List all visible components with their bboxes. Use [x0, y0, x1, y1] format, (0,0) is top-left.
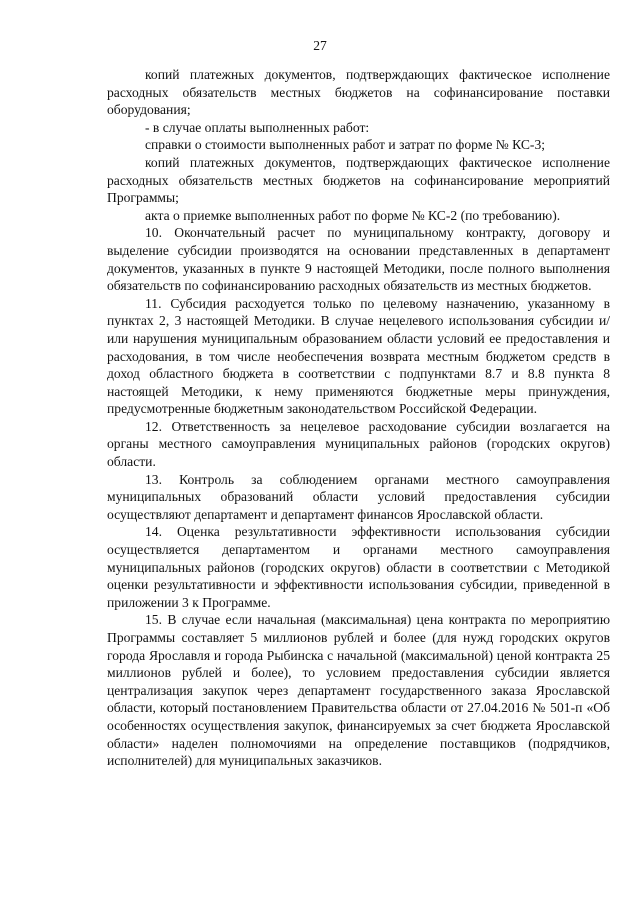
- document-body: [107, 66, 610, 770]
- paragraph-ks2-act: акта о приемке выполненных работ по форме № КС-2 (по требованию).: [145, 207, 561, 223]
- paragraph-item-10: 10. Окончательный расчет по муниципальному контракту, договору и выделение субсидии производятся на основании представленных в департамент документов, указанных в пункте 9 настоящей Методики, после полного выполнения обязательств по софинансированию расходных обязательств из местных бюджетов.: [107, 225, 610, 294]
- paragraph-item-13: 13. Контроль за соблюдением органами местного самоуправления муниципальных образований области условий предоставления субсидии осуществляют департамент и департамент финансов Ярославской области.: [107, 471, 610, 522]
- paragraph-payment-docs-equipment: копий платежных документов, подтверждающих фактическое исполнение расходных обязательств местных бюджетов на софинансирование поставки оборудования;: [107, 67, 610, 118]
- paragraph-item-15: 15. В случае если начальная (максимальная) цена контракта по мероприятию Программы составляет 5 миллионов рублей и более (для нужд городских округов города Ярославля и города Рыбинска с начальной (максимальной) ценой контракта 25 миллионов рублей и более), то условием предоставления субсидии является централизация закупок через департамент государственного заказа Ярославской области, который постановлением Правительства области от 27.04.2016 № 501-п «Об особенностях осуществления закупок, финансируемых за счет бюджета Ярославской области» наделен полномочиями на определение поставщиков (подрядчиков, исполнителей) для муниципальных заказчиков.: [107, 612, 610, 769]
- page-number: 27: [313, 38, 327, 53]
- paragraph-works-payment-case: - в случае оплаты выполненных работ:: [145, 119, 370, 135]
- paragraph-item-11: 11. Субсидия расходуется только по целевому назначению, указанному в пунктах 2, 3 настоящей Методики. В случае нецелевого использования субсидии и/или нарушения муниципальным образованием области условий ее предоставления и расходования, в том числе необеспечения возврата местным бюджетом средств в доход областного бюджета в соответствии с подпунктами 8.7 и 8.8 пункта 8 настоящей Методики, к нему применяются бюджетные меры принуждения, предусмотренные бюджетным законодательством Российской Федерации.: [107, 295, 610, 417]
- paragraph-item-14: 14. Оценка результативности эффективности использования субсидии осуществляется департаментом и органами местного самоуправления муниципальных районов (городских округов) области в соответствии с Методикой оценки результативности и эффективности использования субсидии, приведенной в приложении 3 к Программе.: [107, 524, 610, 610]
- paragraph-item-12: 12. Ответственность за нецелевое расходование субсидии возлагается на органы местного самоуправления муниципальных районов (городских округов) области.: [107, 418, 610, 470]
- paragraph-ks3-certificate: справки о стоимости выполненных работ и затрат по форме № КС-3;: [145, 137, 546, 153]
- paragraph-payment-docs-program: копий платежных документов, подтверждающих фактическое исполнение расходных обязательств местных бюджетов на софинансирование мероприятий Программы;: [107, 154, 610, 206]
